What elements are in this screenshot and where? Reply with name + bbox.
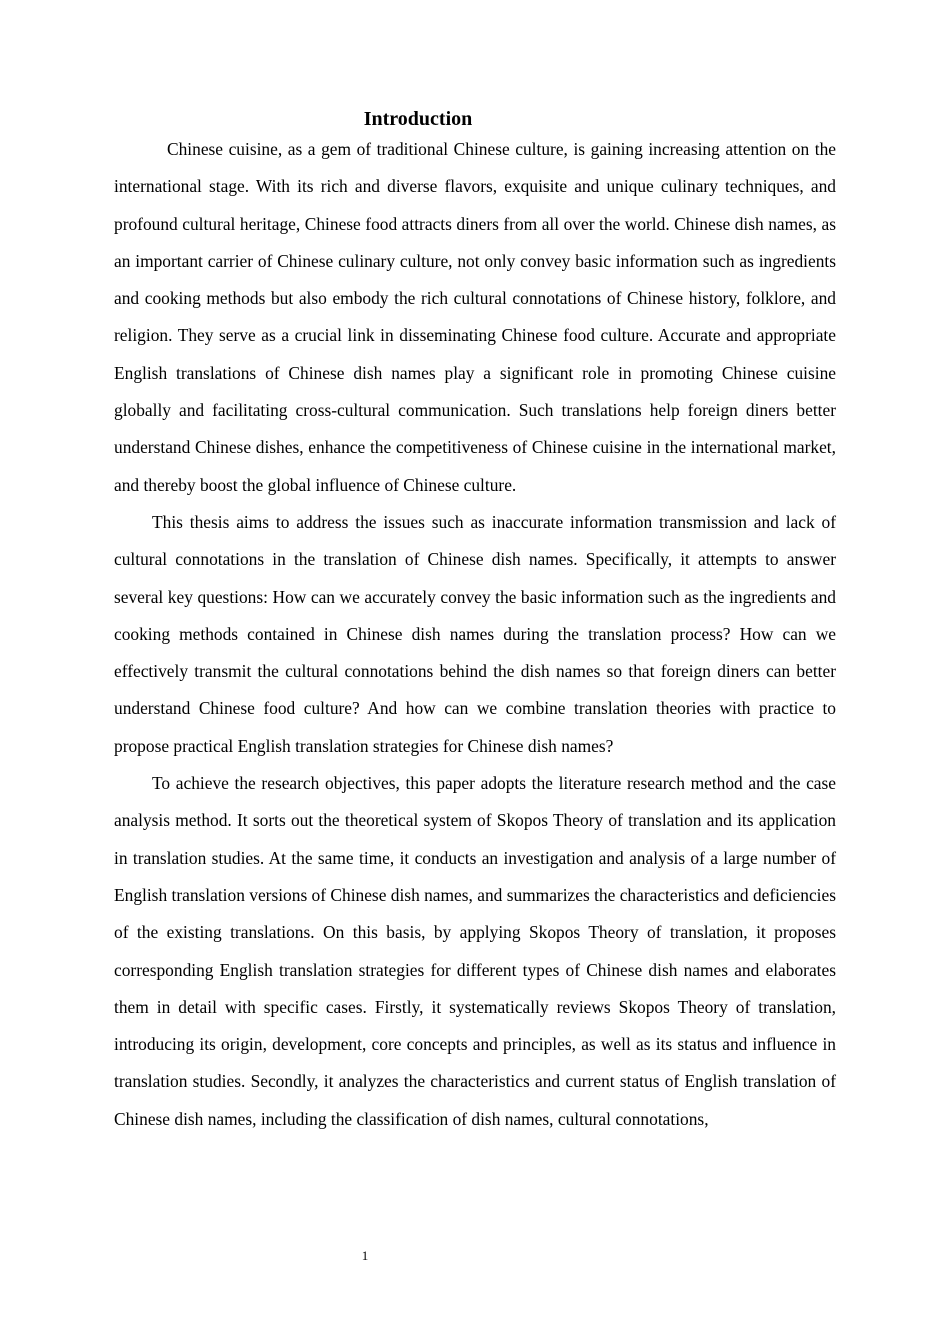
page-number: 1 — [361, 1248, 369, 1263]
paragraph-2: This thesis aims to address the issues such as inaccurate information transmission and lack of cultural connotations in the translation of Chinese dish names. Specifically, it attempts to answer several key questions: How can we accurately convey the basic information such as the ingredients and cooking methods contained in Chinese dish names during the translation process? How can we effectively transmit the cultural connotations behind the dish names so that foreign diners can better understand Chinese food culture? And how can we combine translation theories with practice to propose practical English translation strategies for Chinese dish names? — [114, 511, 836, 756]
paragraph-1: Chinese cuisine, as a gem of traditional Chinese culture, is gaining increasing attention on the international stage. With its rich and diverse flavors, exquisite and unique culinary techniques, and profound cultural heritage, Chinese food attracts diners from all over the world. Chinese dish names, as an important carrier of Chinese culinary culture, not only convey basic information such as ingredients and cooking methods but also embody the rich cultural connotations of Chinese history, folklore, and religion. They serve as a crucial link in disseminating Chinese food culture. Accurate and appropriate English translations of Chinese dish names play a significant role in promoting Chinese cuisine globally and facilitating cross-cultural communication. Such translations help foreign diners better understand Chinese dishes, enhance the competitiveness of Chinese cuisine in the international market, and thereby boost the global influence of Chinese culture. — [114, 139, 836, 495]
section-heading: Introduction — [363, 108, 473, 130]
body-text — [114, 131, 836, 1138]
paragraph-3: To achieve the research objectives, this paper adopts the literature research method and the case analysis method. It sorts out the theoretical system of Skopos Theory of translation and its application in translation studies. At the same time, it conducts an investigation and analysis of a large number of English translation versions of Chinese dish names, and summarizes the characteristics and deficiencies of the existing translations. On this basis, by applying Skopos Theory of translation, it proposes corresponding English translation strategies for different types of Chinese dish names and elaborates them in detail with specific cases. Firstly, it systematically reviews Skopos Theory of translation, introducing its origin, development, core concepts and principles, as well as its status and influence in translation studies. Secondly, it analyzes the characteristics and current status of English translation of Chinese dish names, including the classification of dish names, cultural connotations, — [114, 773, 836, 1129]
